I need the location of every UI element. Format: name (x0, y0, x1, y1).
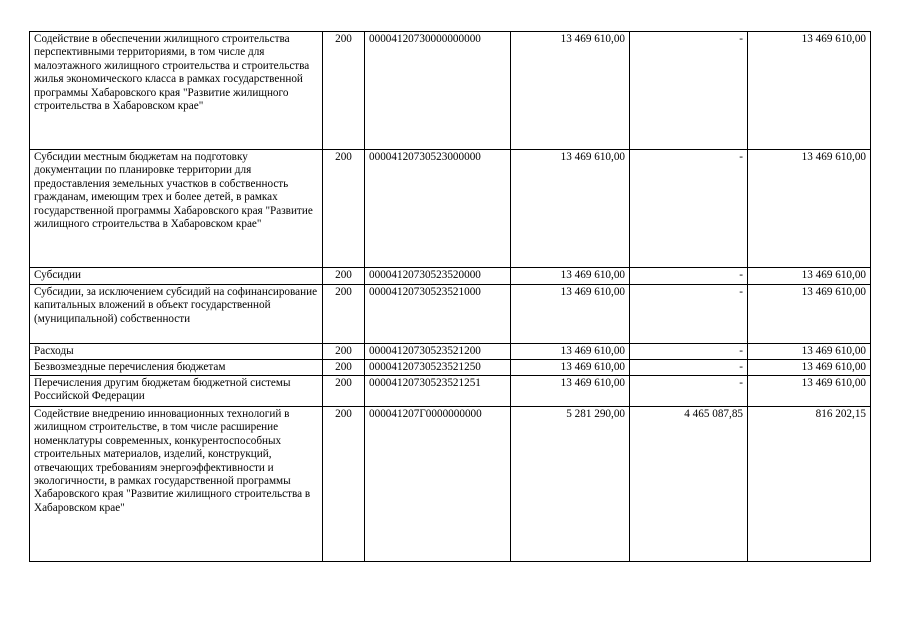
table-row (30, 268, 871, 285)
row-remaining-cell: 13 469 610,00 (748, 150, 871, 268)
row-approved-cell: 13 469 610,00 (511, 268, 630, 285)
row-executed-cell: - (630, 344, 748, 360)
row-executed-cell: - (630, 268, 748, 285)
row-kbk-cell: 000041207Г0000000000 (365, 407, 511, 562)
table-row (30, 32, 871, 150)
row-code-cell: 200 (323, 268, 365, 285)
row-name-cell: Расходы (30, 344, 323, 360)
row-approved-cell: 5 281 290,00 (511, 407, 630, 562)
row-name-cell: Субсидии местным бюджетам на подготовку документации по планировке территории для предоставления земельных участков в собственность гражданам, имеющим трех и более детей, в рамках государственной программы Хабаровского края "Развитие жилищного строительства в Хабаровском крае" (30, 150, 323, 268)
row-kbk-cell: 00004120730523521250 (365, 360, 511, 376)
row-name-cell: Безвозмездные перечисления бюджетам (30, 360, 323, 376)
row-code-cell: 200 (323, 360, 365, 376)
table-row (30, 360, 871, 376)
row-executed-cell: - (630, 360, 748, 376)
row-approved-cell: 13 469 610,00 (511, 285, 630, 344)
row-approved-cell: 13 469 610,00 (511, 360, 630, 376)
table-row (30, 285, 871, 344)
row-kbk-cell: 00004120730523521251 (365, 376, 511, 407)
row-executed-cell: 4 465 087,85 (630, 407, 748, 562)
row-code-cell: 200 (323, 344, 365, 360)
row-name-cell: Перечисления другим бюджетам бюджетной системы Российской Федерации (30, 376, 323, 407)
row-remaining-cell: 13 469 610,00 (748, 32, 871, 150)
row-remaining-cell: 13 469 610,00 (748, 268, 871, 285)
row-approved-cell: 13 469 610,00 (511, 32, 630, 150)
row-remaining-cell: 13 469 610,00 (748, 344, 871, 360)
row-kbk-cell: 00004120730523521000 (365, 285, 511, 344)
table-row (30, 407, 871, 562)
row-code-cell: 200 (323, 407, 365, 562)
row-approved-cell: 13 469 610,00 (511, 344, 630, 360)
row-kbk-cell: 00004120730523520000 (365, 268, 511, 285)
row-remaining-cell: 13 469 610,00 (748, 360, 871, 376)
row-kbk-cell: 00004120730523000000 (365, 150, 511, 268)
table-row (30, 344, 871, 360)
row-approved-cell: 13 469 610,00 (511, 150, 630, 268)
row-code-cell: 200 (323, 376, 365, 407)
row-executed-cell: - (630, 32, 748, 150)
row-kbk-cell: 00004120730000000000 (365, 32, 511, 150)
table-row (30, 150, 871, 268)
row-remaining-cell: 13 469 610,00 (748, 285, 871, 344)
budget-execution-table (29, 31, 871, 562)
row-name-cell: Субсидии (30, 268, 323, 285)
table-row (30, 376, 871, 407)
row-executed-cell: - (630, 150, 748, 268)
row-approved-cell: 13 469 610,00 (511, 376, 630, 407)
row-name-cell: Содействие в обеспечении жилищного строительства перспективными территориями, в том числе для малоэтажного жилищного строительства и строительства жилья экономического класса в рамках государственной программы Хабаровского края "Развитие жилищного строительства в Хабаровском крае" (30, 32, 323, 150)
row-code-cell: 200 (323, 32, 365, 150)
row-remaining-cell: 816 202,15 (748, 407, 871, 562)
row-executed-cell: - (630, 376, 748, 407)
row-code-cell: 200 (323, 150, 365, 268)
row-executed-cell: - (630, 285, 748, 344)
row-kbk-cell: 00004120730523521200 (365, 344, 511, 360)
row-name-cell: Субсидии, за исключением субсидий на софинансирование капитальных вложений в объект государственной (муниципальной) собственности (30, 285, 323, 344)
row-remaining-cell: 13 469 610,00 (748, 376, 871, 407)
row-code-cell: 200 (323, 285, 365, 344)
row-name-cell: Содействие внедрению инновационных технологий в жилищном строительстве, в том числе расширение номенклатуры современных, конкурентоспособных строительных материалов, изделий, конструкций, отвечающих требованиям энергоэффективности и экологичности, в рамках государственной программы Хабаровского края "Развитие жилищного строительства в Хабаровском крае" (30, 407, 323, 562)
